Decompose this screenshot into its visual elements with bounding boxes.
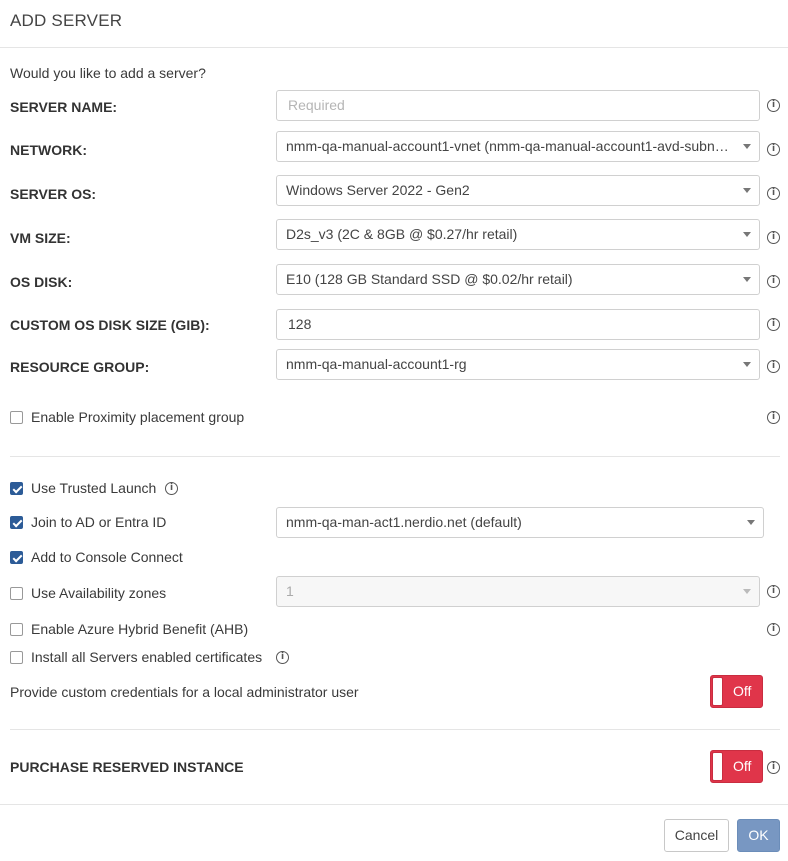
ahb-checkbox[interactable]: [10, 623, 23, 636]
header-divider: [0, 47, 788, 48]
server-os-select[interactable]: [276, 175, 760, 206]
custom-os-disk-info-icon[interactable]: i: [767, 318, 780, 331]
custom-credentials-label: Provide custom credentials for a local administrator user: [10, 684, 359, 700]
section-divider: [10, 456, 780, 457]
vm-size-label: VM SIZE:: [10, 230, 71, 246]
chevron-down-icon: [743, 144, 751, 149]
certificates-info-icon[interactable]: i: [276, 651, 289, 664]
network-select[interactable]: [276, 131, 760, 162]
network-info-icon[interactable]: i: [767, 143, 780, 156]
os-disk-label: OS DISK:: [10, 274, 73, 290]
availability-zones-info-icon[interactable]: i: [767, 585, 780, 598]
server-name-input[interactable]: Required: [276, 90, 760, 121]
availability-zones-select-value: 1: [286, 583, 294, 599]
dialog-title: ADD SERVER: [10, 11, 123, 30]
network-select-value: nmm-qa-manual-account1-vnet (nmm-qa-manual-account1-avd-subnet): [286, 138, 732, 154]
chevron-down-icon: [743, 589, 751, 594]
reserved-instance-toggle[interactable]: [710, 750, 763, 783]
ok-button[interactable]: OK: [737, 819, 780, 852]
custom-os-disk-label: CUSTOM OS DISK SIZE (GIB):: [10, 317, 210, 333]
trusted-launch-info-icon[interactable]: i: [165, 482, 178, 495]
proximity-checkbox[interactable]: [10, 411, 23, 424]
chevron-down-icon: [743, 277, 751, 282]
custom-credentials-toggle[interactable]: [710, 675, 763, 708]
intro-text: Would you like to add a server?: [10, 65, 206, 81]
server-name-label: SERVER NAME:: [10, 99, 118, 115]
os-disk-select[interactable]: [276, 264, 760, 295]
vm-size-select[interactable]: [276, 219, 760, 250]
resource-group-info-icon[interactable]: i: [767, 360, 780, 373]
cancel-button[interactable]: Cancel: [664, 819, 729, 852]
network-label: NETWORK:: [10, 142, 87, 158]
chevron-down-icon: [743, 362, 751, 367]
ahb-info-icon[interactable]: i: [767, 623, 780, 636]
vm-size-info-icon[interactable]: i: [767, 231, 780, 244]
os-disk-info-icon[interactable]: i: [767, 275, 780, 288]
server-os-select-value: Windows Server 2022 - Gen2: [286, 182, 470, 198]
toggle-knob: [712, 677, 723, 706]
custom-os-disk-input[interactable]: 128: [276, 309, 760, 340]
console-connect-checkbox[interactable]: [10, 551, 23, 564]
trusted-launch-checkbox[interactable]: [10, 482, 23, 495]
certificates-checkbox[interactable]: [10, 651, 23, 664]
join-ad-select[interactable]: [276, 507, 764, 538]
resource-group-label: RESOURCE GROUP:: [10, 359, 150, 375]
server-os-label: SERVER OS:: [10, 186, 97, 202]
toggle-state: Off: [733, 683, 752, 699]
proximity-info-icon[interactable]: i: [767, 411, 780, 424]
chevron-down-icon: [743, 232, 751, 237]
reserved-instance-label: PURCHASE RESERVED INSTANCE: [10, 759, 244, 775]
console-connect-label: Add to Console Connect: [31, 549, 183, 565]
certificates-label: Install all Servers enabled certificates: [31, 649, 263, 665]
section-divider: [10, 729, 780, 730]
join-ad-checkbox[interactable]: [10, 516, 23, 529]
chevron-down-icon: [747, 520, 755, 525]
availability-zones-checkbox[interactable]: [10, 587, 23, 600]
resource-group-select-value: nmm-qa-manual-account1-rg: [286, 356, 467, 372]
toggle-knob: [712, 752, 723, 781]
resource-group-select[interactable]: [276, 349, 760, 380]
chevron-down-icon: [743, 188, 751, 193]
server-name-info-icon[interactable]: i: [767, 99, 780, 112]
availability-zones-label: Use Availability zones: [31, 585, 167, 601]
footer-divider: [0, 804, 788, 805]
availability-zones-select[interactable]: [276, 576, 760, 607]
trusted-launch-label: Use Trusted Launch: [31, 480, 157, 496]
server-os-info-icon[interactable]: i: [767, 187, 780, 200]
join-ad-label: Join to AD or Entra ID: [31, 514, 167, 530]
toggle-state: Off: [733, 758, 752, 774]
reserved-instance-info-icon[interactable]: i: [767, 761, 780, 774]
proximity-label: Enable Proximity placement group: [31, 409, 245, 425]
join-ad-select-value: nmm-qa-man-act1.nerdio.net (default): [286, 514, 522, 530]
os-disk-select-value: E10 (128 GB Standard SSD @ $0.02/hr retail): [286, 271, 573, 287]
ahb-label: Enable Azure Hybrid Benefit (AHB): [31, 621, 249, 637]
vm-size-select-value: D2s_v3 (2C & 8GB @ $0.27/hr retail): [286, 226, 518, 242]
